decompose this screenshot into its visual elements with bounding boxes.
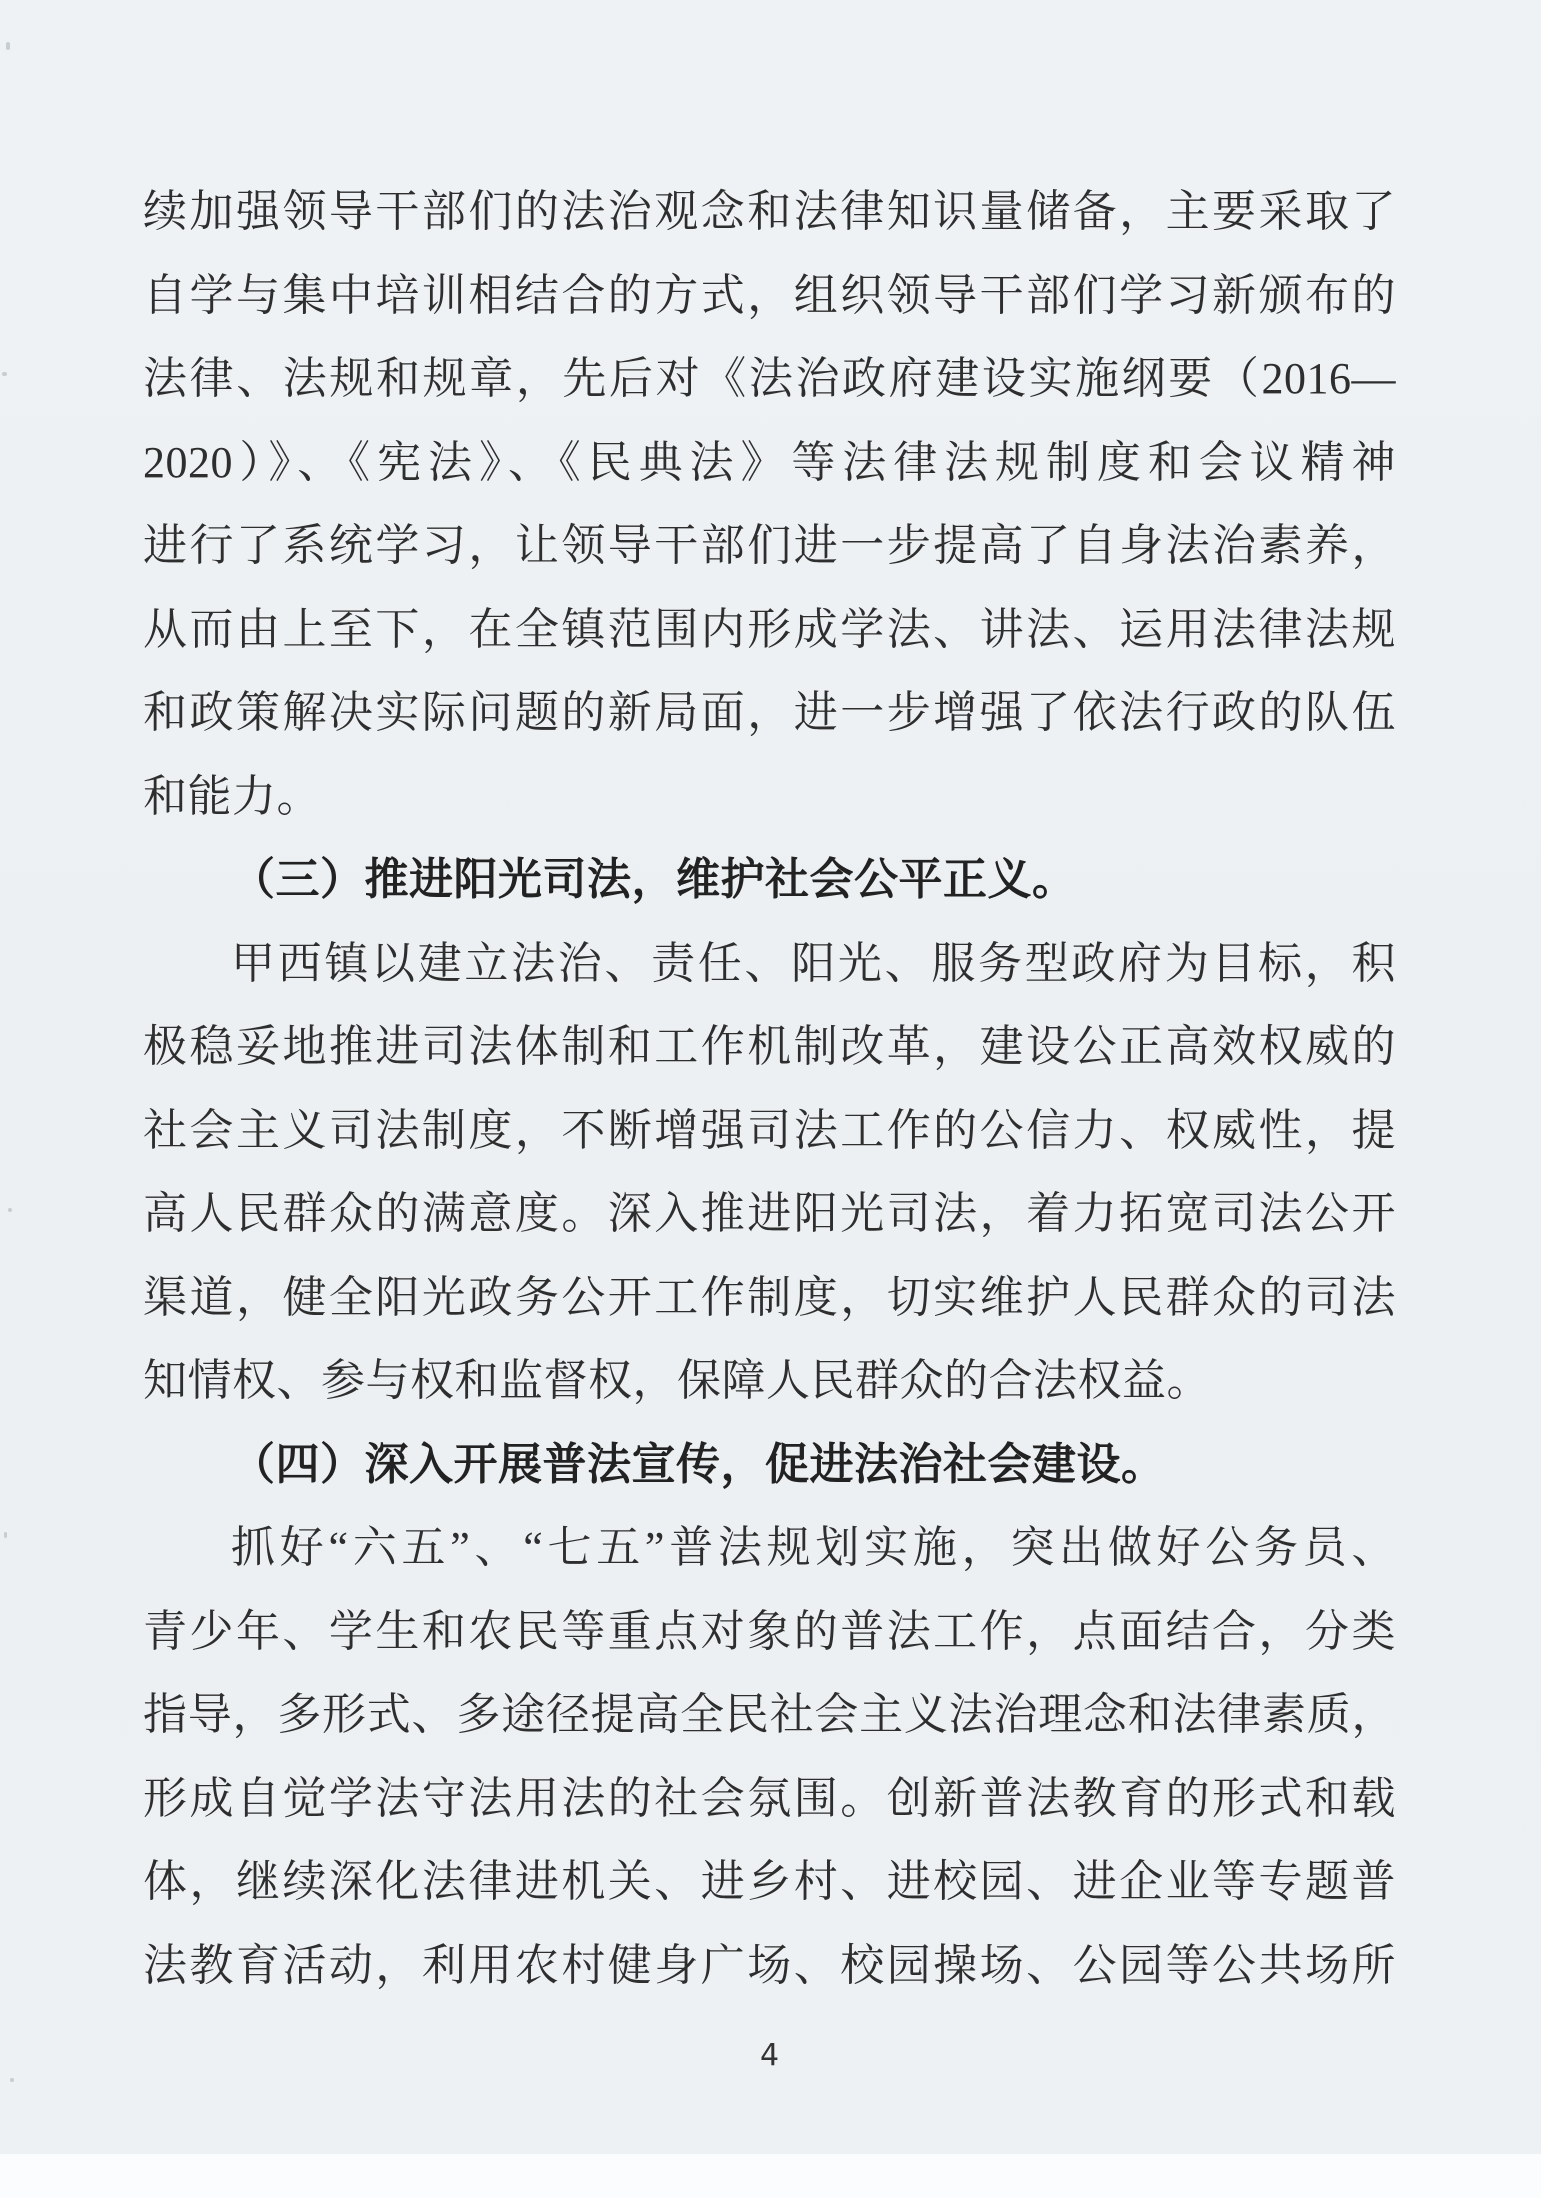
text-line: 形成自觉学法守法用法的社会氛围。创新普法教育的形式和载 — [143, 1773, 1396, 1823]
text-line: 甲西镇以建立法治、责任、阳光、服务型政府为目标，积 — [231, 938, 1396, 988]
text-line: 青少年、学生和农民等重点对象的普法工作，点面结合，分类 — [143, 1606, 1396, 1656]
section-heading: （三）推进阳光司法，维护社会公平正义。 — [231, 855, 1077, 904]
text-line: 知情权、参与权和监督权，保障人民群众的合法权益。 — [143, 1356, 1211, 1405]
text-line: 抓好“六五”、“七五”普法规划实施，突出做好公务员、 — [231, 1523, 1396, 1572]
text-line: 进行了系统学习，让领导干部们进一步提高了自身法治素养， — [143, 521, 1396, 570]
text-line: 法教育活动，利用农村健身广场、校园操场、公园等公共场所 — [143, 1940, 1396, 1990]
scan-speck — [10, 2078, 14, 2082]
text-line: 法律、法规和规章，先后对《法治政府建设实施纲要（2016— — [143, 354, 1396, 403]
document-body — [143, 170, 1396, 2007]
page-number: 4 — [759, 2038, 780, 2073]
text-line: 和能力。 — [143, 771, 321, 821]
text-line: 渠道，健全阳光政务公开工作制度，切实维护人民群众的司法 — [143, 1272, 1396, 1322]
text-line: 高人民群众的满意度。深入推进阳光司法，着力拓宽司法公开 — [143, 1189, 1396, 1238]
text-line: 极稳妥地推进司法体制和工作机制改革，建设公正高效权威的 — [143, 1022, 1396, 1071]
scan-speck — [2, 372, 7, 376]
text-line: 体，继续深化法律进机关、进乡村、进校园、进企业等专题普 — [143, 1857, 1396, 1906]
text-line: 自学与集中培训相结合的方式，组织领导干部们学习新颁布的 — [143, 270, 1396, 320]
scan-speck — [4, 1532, 7, 1538]
scan-edge-strip — [0, 2154, 1541, 2198]
text-line: 2020）》、《宪法》、《民典法》等法律法规制度和会议精神 — [143, 437, 1396, 487]
text-line: 社会主义司法制度，不断增强司法工作的公信力、权威性，提 — [143, 1105, 1396, 1155]
section-heading: （四）深入开展普法宣传，促进法治社会建设。 — [231, 1439, 1166, 1489]
scan-speck — [6, 42, 10, 50]
text-line: 和政策解决实际问题的新局面，进一步增强了依法行政的队伍 — [143, 688, 1396, 737]
scan-speck — [8, 1208, 12, 1212]
text-line: 从而由上至下，在全镇范围内形成学法、讲法、运用法律法规 — [143, 604, 1396, 654]
text-line: 指导，多形式、多途径提高全民社会主义法治理念和法律素质， — [143, 1690, 1396, 1739]
text-line: 续加强领导干部们的法治观念和法律知识量储备，主要采取了 — [143, 187, 1396, 236]
